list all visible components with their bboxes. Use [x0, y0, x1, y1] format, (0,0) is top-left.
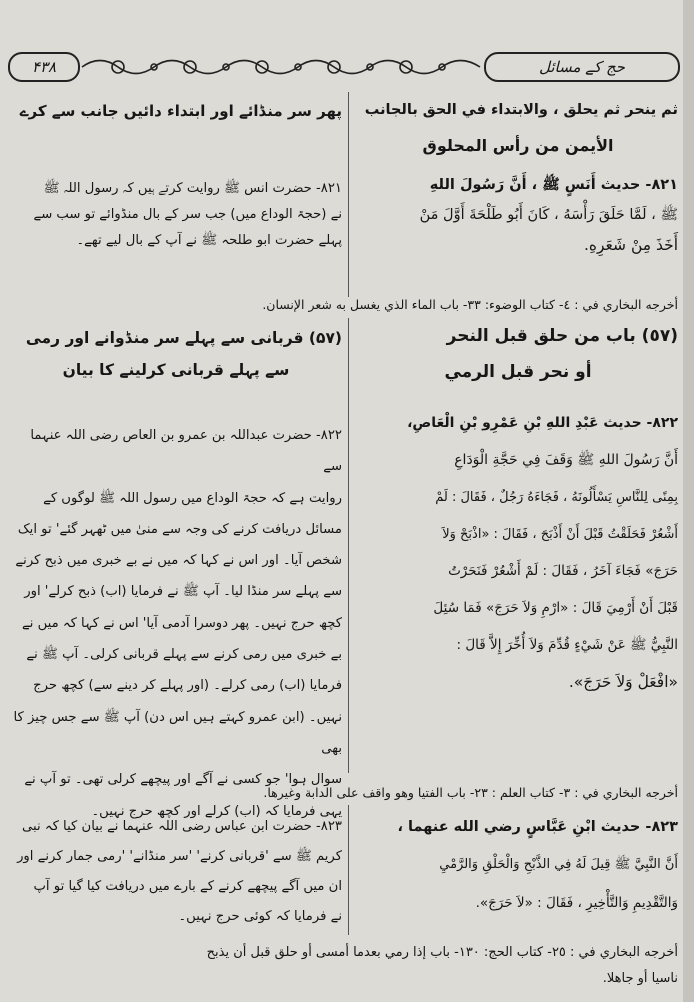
urdu-line: نے فرمایا کہ کوئی حرج نہیں۔ [178, 909, 342, 924]
page-number-box [8, 52, 80, 82]
hadith-822-urdu [10, 420, 342, 827]
hadith-line: ٨٢١- حديث أَنَسٍ ﷺ ، أَنَّ رَسُولَ اللهِ [429, 177, 678, 193]
urdu-line: یہی فرمایا کہ (اب) کرلے اور کچھ حرج نہیں۔ [91, 803, 342, 819]
hadith-line: ﷺ ، لَمَّا حَلَقَ رَأْسَهُ ، كَانَ أَبُو طَلْحَةَ أَوَّلَ مَنْ [419, 207, 678, 223]
urdu-line: روایت ہے کہ حجۃ الوداع میں رسول اللہ ﷺ لوگوں کے [43, 490, 342, 506]
urdu-line: ۸۲۱- حضرت انس ﷺ روایت کرتے ہیں کہ رسول اللہ ﷺ [43, 181, 342, 196]
hadith-line: ٨٢٢- حديث عَبْدِ اللهِ بْنِ عَمْرِو بْنِ الْعَاصِ، [407, 415, 678, 431]
page-number: ۴۳۸ [31, 58, 57, 76]
urdu-line: بے خبری میں رمی کرنے سے پہلے قربانی کرلی۔ آپ ﷺ نے [26, 647, 342, 663]
hadith-line: قَبْلَ أَنْ أَرْمِيَ قَالَ : «ارْمِ وَلاَ حَرَجَ» فَمَا سُئِلَ [433, 600, 678, 616]
hadith-line: أَنَّ النَّبِيَّ ﷺ قِيلَ لَهُ فِي الذَّبْحِ وَالْحَلْقِ وَالرَّمْيِ [439, 857, 678, 872]
urdu-line: ۸۲۲- حضرت عبداللہ بن عمرو بن العاص رضی اللہ عنہما سے [30, 428, 342, 475]
urdu-line: نہیں۔ (ابن عمرو کہتے ہیں اس دن) آپ ﷺ سے جس چیز کا بھی [13, 709, 342, 756]
urdu-line: شخص آیا۔ اور اس نے کہا کہ میں نے بے خبری میں ذبح کرنے [15, 553, 342, 569]
reference-line: ناسيا أو جاهلا. [602, 971, 678, 986]
column-divider [348, 805, 349, 935]
arabic-chapter-heading [358, 92, 678, 164]
hadith-line: أَنَّ رَسُولَ اللهِ ﷺ وَقَفَ فِي حَجَّةِ الْوَدَاعِ [454, 452, 678, 468]
section-57-urdu [10, 322, 342, 386]
reference-line: أخرجه البخاري في : ٢٥- كتاب الحج: ١٣٠- باب إذا رمي بعدما أمسى أو حلق قبل أن يذبح [206, 945, 678, 960]
running-title: حج کے مسائل [539, 58, 625, 76]
header-ornament [80, 52, 482, 82]
urdu-line: پہلے حضرت ابو طلحہ ﷺ نے آپ کے بال لیے تھے۔ [76, 233, 342, 248]
section-57-arabic [358, 318, 678, 390]
hadith-line: أَخَذَ مِنْ شَعَرِهِ. [583, 236, 678, 254]
urdu-line: مسائل دریافت کرنے کی وجہ سے منیٰ میں ٹھہر گئے' تو ایک [17, 521, 342, 537]
urdu-line: کچھ حرج نہیں۔ پھر دوسرا آدمی آیا' اس نے کہا کہ میں نے [21, 615, 342, 631]
section-line: سے پہلے قربانی کرلینے کا بیان [62, 361, 290, 379]
column-divider [348, 318, 349, 773]
hadith-821-arabic [358, 170, 678, 260]
running-title-box [484, 52, 680, 82]
urdu-line: ۸۲۳- حضرت ابن عباس رضی اللہ عنہما نے بیان کیا کہ نبی [22, 819, 342, 834]
hadith-line: النَّبِيُّ ﷺ عَنْ شَيْءٍ قُدِّمَ وَلاَ أُخِّرَ إِلاَّ قَالَ : [456, 637, 678, 653]
hadith-821-urdu [10, 176, 342, 254]
reference-823 [20, 940, 678, 992]
urdu-line: سوال ہوا' جو کسی نے آگے اور پیچھے کرلی تھی۔ تو آپ نے [24, 772, 342, 788]
hadith-line: وَالتَّقْدِيمِ وَالتَّأْخِيرِ ، فَقَالَ : «لاَ حَرَجَ». [475, 895, 678, 911]
section-line: أو نحر قبل الرمي [444, 362, 592, 382]
hadith-line: «افْعَلْ وَلاَ حَرَجَ». [568, 673, 678, 691]
urdu-line: فرمایا (اب) رمی کرلے۔ (اور پہلے کر دینے سے) کچھ حرج [33, 678, 342, 694]
urdu-line: ان میں آگے پیچھے کرنے کے بارے میں دریافت کیا گیا تو آپ [33, 879, 342, 894]
heading-line: ثم ينحر ثم يحلق ، والابتداء في الحق بالجانب [364, 102, 678, 118]
hadith-822-arabic [358, 405, 678, 701]
hadith-line: حَرَجَ» فَجَاءَ آخَرُ ، فَقَالَ : لَمْ أَشْعُرْ فَنَحَرْتُ [448, 563, 678, 579]
urdu-line: نے (حجۃ الوداع میں) جب سر کے بال منڈوائے تو سب سے [33, 207, 342, 222]
hadith-line: بِمِنًى لِلنَّاسِ يَسْأَلُونَهُ ، فَجَاءَهُ رَجُلٌ ، فَقَالَ : لَمْ [435, 490, 678, 505]
hadith-line: ٨٢٣- حديث ابْنِ عَبَّاسٍ رضي الله عنهما ، [397, 819, 678, 835]
heading-line: الأيمن من رأس المحلوق [422, 136, 614, 155]
hadith-823-urdu [10, 812, 342, 932]
page-edge [683, 0, 694, 1002]
reference-822: أخرجه البخاري في : ٣- كتاب العلم : ٢٣- باب الفتيا وهو واقف على الدابة وغيرها. [263, 785, 678, 800]
column-divider [348, 92, 349, 297]
section-line: (۵۷) قربانی سے پہلے سر منڈوانے اور رمی [25, 329, 342, 347]
urdu-line: سے پہلے سر منڈا لیا۔ آپ ﷺ نے فرمایا (اب) ذبح کرلے' اور [24, 584, 342, 600]
hadith-line: أَشْعُرْ فَحَلَقْتُ قَبْلَ أَنْ أَذْبَحَ ، فَقَالَ : «اذْبَحْ وَلاَ [442, 527, 678, 542]
urdu-chapter-heading: پھر سر منڈائے اور ابتداء دائیں جانب سے کرے [19, 102, 342, 120]
hadith-823-arabic [358, 808, 678, 922]
reference-821: أخرجه البخاري في : ٤- كتاب الوضوء: ٣٣- باب الماء الذي يغسل به شعر الإنسان. [262, 297, 678, 312]
section-line: (٥٧) باب من حلق قبل النحر [446, 326, 678, 346]
urdu-line: کریم ﷺ سے 'قربانی کرنے' 'سر منڈانے' 'رمی جمار کرنے اور [17, 849, 342, 864]
